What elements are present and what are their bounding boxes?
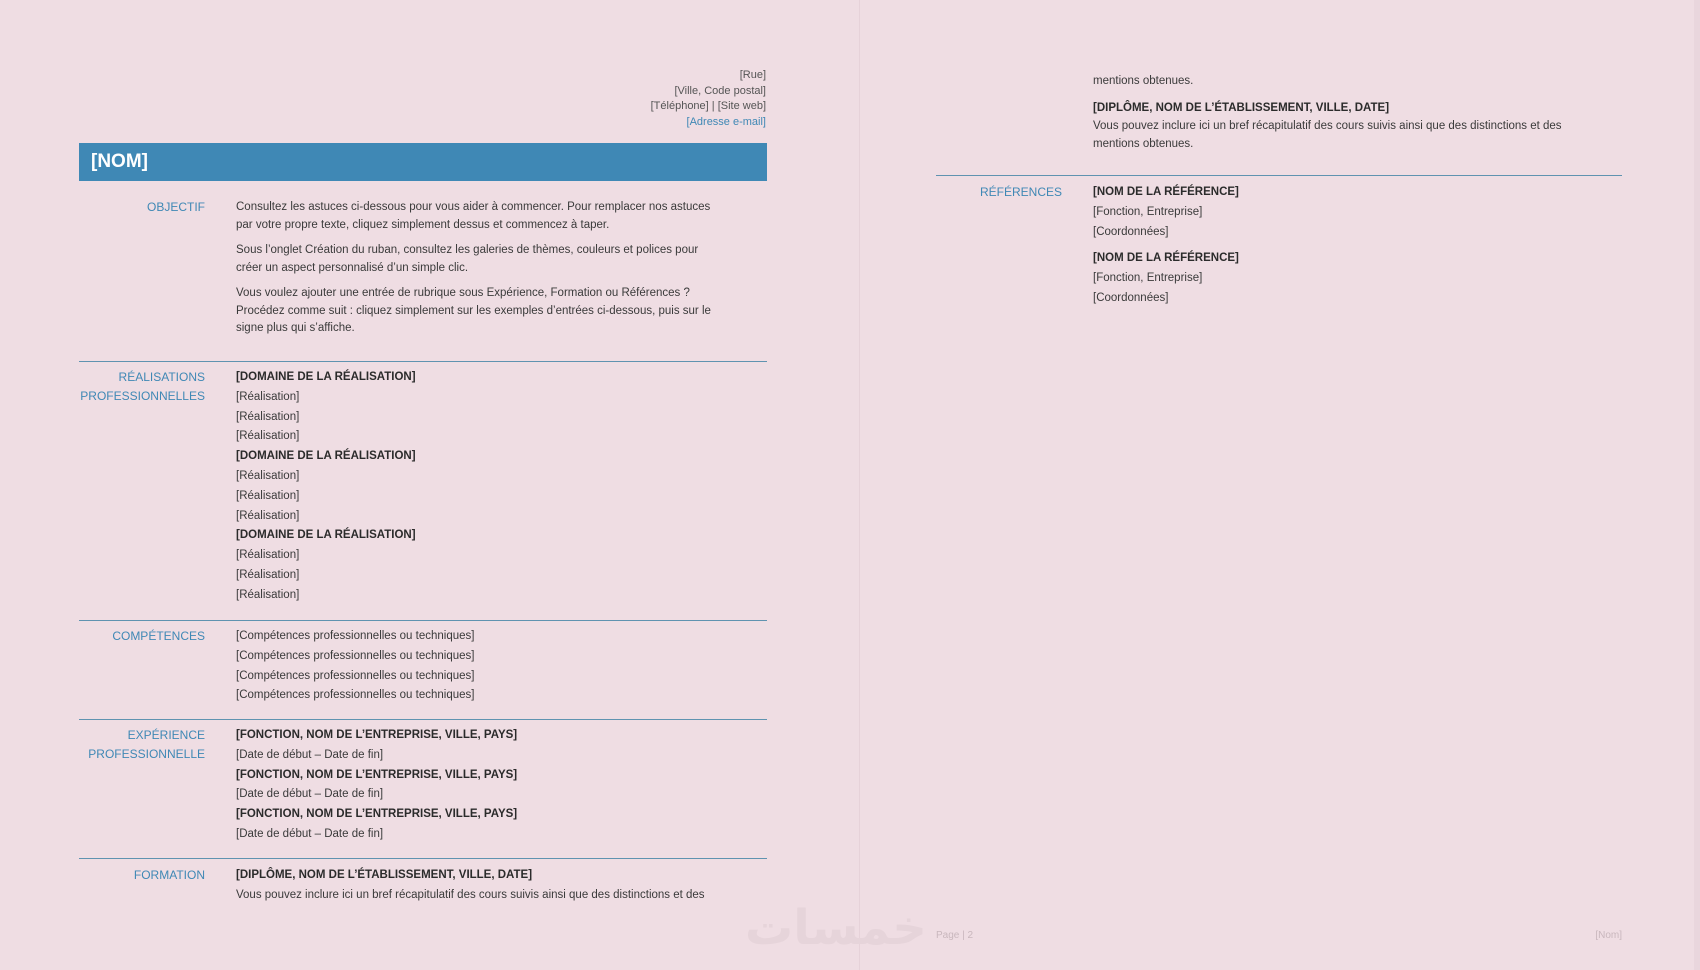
job-title: [FONCTION, NOM DE L’ENTREPRISE, VILLE, PAYS] (236, 768, 518, 781)
achievement-domain: [DOMAINE DE LA RÉALISATION] (236, 371, 416, 383)
resume-page-2 (861, 0, 1700, 970)
contact-email[interactable]: [Adresse e-mail] (686, 115, 766, 128)
section-label-achievements: RÉALISATIONS PROFESSIONNELLES (80, 370, 205, 403)
skills-body[interactable] (236, 627, 474, 706)
section-label-skills: COMPÉTENCES (112, 629, 205, 643)
education-body[interactable] (236, 866, 705, 906)
reference-contact: [Coordonnées] (1093, 225, 1169, 238)
watermark-logo: خمسات (745, 900, 927, 956)
objective-paragraph: Sous l’onglet Création du ruban, consultez les galeries de thèmes, couleurs et polices pour créer un aspect personnalisé d’un simple clic. (236, 244, 699, 274)
window-edge (1694, 0, 1700, 970)
contact-block (651, 68, 766, 130)
achievement-domain: [DOMAINE DE LA RÉALISATION] (236, 529, 416, 542)
section-label-references: RÉFÉRENCES (979, 185, 1062, 199)
degree-description: Vous pouvez inclure ici un bref récapitulatif des cours suivis ainsi que des distinctions et des (236, 888, 705, 901)
job-title: [FONCTION, NOM DE L’ENTREPRISE, VILLE, PAYS] (236, 729, 518, 741)
skill-item: [Compétences professionnelles ou techniques] (236, 669, 475, 682)
name-header[interactable]: [NOM] (79, 143, 767, 181)
achievement-item: [Réalisation] (236, 390, 300, 403)
section-divider (79, 858, 767, 859)
reference-role: [Fonction, Entreprise] (1093, 205, 1203, 218)
job-dates: [Date de début – Date de fin] (236, 788, 384, 801)
contact-city[interactable]: [Ville, Code postal] (674, 84, 766, 97)
objective-body[interactable] (236, 199, 776, 346)
references-body[interactable] (1093, 183, 1239, 309)
contact-phone-web[interactable]: [Téléphone] | [Site web] (650, 100, 766, 112)
skill-item: [Compétences professionnelles ou techniques] (236, 689, 475, 702)
job-dates: [Date de début – Date de fin] (236, 748, 384, 761)
achievement-item: [Réalisation] (236, 430, 300, 443)
achievement-item: [Réalisation] (236, 489, 300, 502)
reference-contact: [Coordonnées] (1093, 291, 1169, 304)
section-divider (79, 361, 767, 362)
footer-name: [Nom] (1595, 930, 1622, 941)
skill-item: [Compétences professionnelles ou techniques] (236, 649, 475, 662)
achievements-body[interactable] (236, 368, 416, 606)
objective-paragraph: Vous voulez ajouter une entrée de rubrique sous Expérience, Formation ou Références ? Procédez comme suit : cliquez simplement sur les exemples d’entrées ci-dessous, puis sur le signe plus qui s’affiche. (236, 287, 711, 334)
section-label-objective: OBJECTIF (146, 200, 205, 214)
achievement-item: [Réalisation] (236, 549, 300, 562)
section-label-experience: EXPÉRIENCE PROFESSIONNELLE (88, 728, 205, 761)
job-title: [FONCTION, NOM DE L’ENTREPRISE, VILLE, PAYS] (236, 808, 518, 821)
skill-item: [Compétences professionnelles ou techniques] (236, 630, 475, 642)
achievement-item: [Réalisation] (236, 469, 300, 482)
footer-page-number: Page | 2 (936, 930, 974, 941)
experience-body[interactable] (236, 726, 517, 845)
section-divider (936, 175, 1622, 176)
achievement-domain: [DOMAINE DE LA RÉALISATION] (236, 450, 416, 463)
objective-paragraph: Consultez les astuces ci-dessous pour vous aider à commencer. Pour remplacer nos astuces par votre propre texte, cliquez simplement dessus et commencez à taper. (236, 201, 711, 231)
achievement-item: [Réalisation] (236, 509, 300, 522)
contact-street[interactable]: [Rue] (739, 69, 766, 81)
degree-title: [DIPLÔME, NOM DE L’ÉTABLISSEMENT, VILLE, DATE] (1093, 102, 1390, 114)
achievement-item: [Réalisation] (236, 568, 300, 581)
reference-name: [NOM DE LA RÉFÉRENCE] (1093, 186, 1239, 198)
section-divider (79, 620, 767, 621)
job-dates: [Date de début – Date de fin] (236, 827, 384, 840)
degree-description: Vous pouvez inclure ici un bref récapitulatif des cours suivis ainsi que des distinctions et des (1093, 120, 1562, 132)
section-label-education: FORMATION (133, 868, 205, 882)
degree-description: mentions obtenues. (1093, 138, 1194, 150)
reference-role: [Fonction, Entreprise] (1093, 272, 1203, 285)
degree-description-continued: mentions obtenues. (1093, 75, 1194, 87)
achievement-item: [Réalisation] (236, 588, 300, 601)
achievement-item: [Réalisation] (236, 410, 300, 423)
degree-title: [DIPLÔME, NOM DE L’ÉTABLISSEMENT, VILLE, DATE] (236, 869, 533, 881)
reference-name: [NOM DE LA RÉFÉRENCE] (1093, 252, 1239, 265)
education-continued[interactable] (1093, 72, 1653, 153)
section-divider (79, 719, 767, 720)
